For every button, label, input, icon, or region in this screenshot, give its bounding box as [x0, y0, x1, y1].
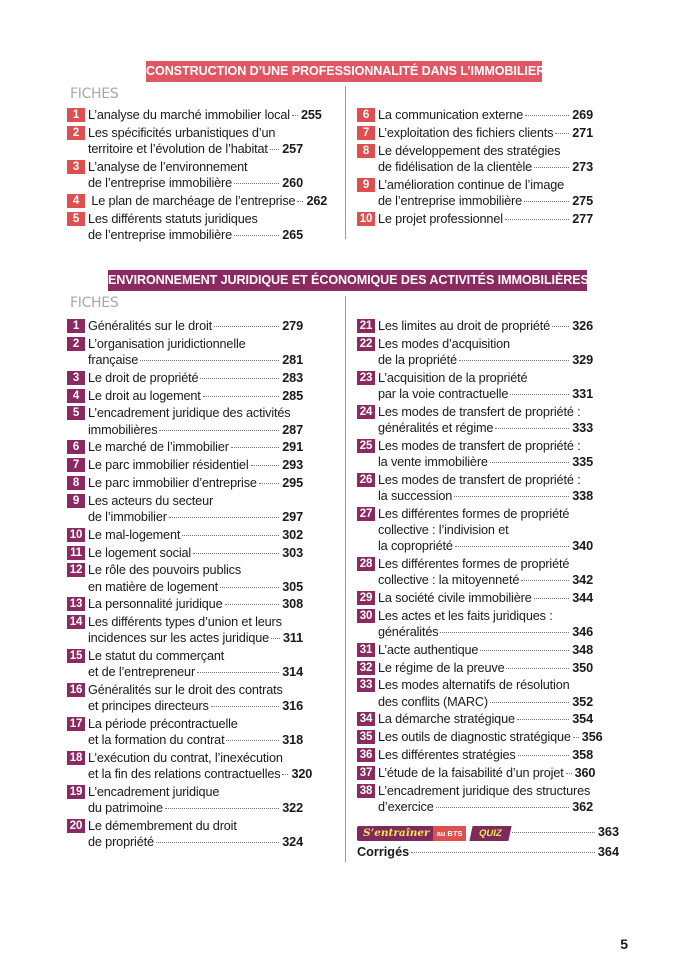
toc-entry[interactable] [67, 457, 303, 473]
toc-entry[interactable] [357, 747, 593, 763]
leader-dots [270, 149, 280, 150]
section2-banner [108, 270, 587, 291]
entry-number-badge: 30 [357, 609, 375, 623]
toc-entry[interactable] [357, 125, 593, 141]
entry-title-line: La démarche stratégique [378, 712, 515, 727]
page-ref: 344 [572, 591, 593, 605]
leader-dots [200, 378, 279, 379]
entry-number-badge: 26 [357, 473, 375, 487]
entry-title-line: Le démembrement du droit [88, 819, 237, 834]
leader-dots [490, 702, 569, 703]
leader-dots [234, 183, 279, 184]
leader-dots [159, 430, 279, 431]
entry-number-badge: 3 [67, 371, 85, 385]
entry-number-badge: 8 [67, 476, 85, 490]
toc-entry[interactable] [67, 716, 303, 748]
page-ref: 362 [572, 799, 593, 814]
toc-entry[interactable] [67, 527, 303, 543]
section1-title: CONSTRUCTION D’UNE PROFESSIONNALITÉ DANS L’IMMOBILIER [146, 64, 546, 78]
entry-number-badge: 19 [67, 785, 85, 799]
entry-title-line: de fidélisation de la clientèle [378, 159, 533, 174]
toc-entry[interactable] [67, 750, 313, 782]
entry-title-line: Le marché de l’immobilier [88, 440, 229, 455]
leader-dots [555, 133, 569, 134]
page-ref: 340 [572, 539, 593, 554]
page-ref: 316 [282, 699, 303, 714]
entry-number-badge: 6 [67, 440, 85, 454]
leader-dots [234, 235, 279, 236]
entry-title-line: et la formation du contrat [88, 733, 225, 748]
toc-entry[interactable] [67, 388, 303, 404]
entry-number-badge: 3 [67, 160, 85, 174]
page-ref: 295 [282, 476, 303, 490]
leader-dots [552, 326, 569, 327]
leader-dots [251, 465, 280, 466]
entry-number-badge: 10 [67, 528, 85, 542]
leader-dots [524, 201, 569, 202]
entry-number-badge: 5 [67, 406, 85, 420]
section1-banner [146, 61, 546, 82]
entry-title-line: et de l’entrepreneur [88, 665, 196, 680]
entry-number-badge: 1 [67, 108, 85, 122]
leader-dots [480, 650, 569, 651]
entry-title-line: immobilières [88, 422, 158, 437]
entry-title-line: Le parc immobilier résidentiel [88, 458, 249, 473]
entry-title-line: L’étude de la faisabilité d’un projet [378, 765, 564, 780]
entry-title-line: Le parc immobilier d’entreprise [88, 476, 257, 490]
entry-title-line: Le plan de marchéage de l’entreprise [88, 193, 296, 208]
entry-number-badge: 36 [357, 748, 375, 762]
entry-title-line: Les différents statuts juridiques [88, 211, 258, 226]
page-ref: 322 [282, 801, 303, 816]
entry-title-line: française [88, 353, 139, 367]
toc-entry[interactable] [357, 506, 593, 555]
page-ref: 348 [572, 642, 593, 657]
leader-dots [566, 773, 572, 774]
entry-title-line: Le régime de la preuve [378, 660, 505, 675]
page-ref: 356 [581, 730, 603, 745]
leader-dots [220, 587, 279, 588]
corriges-label: Corrigés [357, 845, 410, 859]
entry-number-badge: 20 [67, 819, 85, 833]
toc-entry[interactable] [67, 562, 303, 594]
toc-entry[interactable] [357, 404, 593, 436]
entry-title-line: Les modes de transfert de propriété : [378, 438, 581, 453]
toc-entry[interactable] [357, 318, 593, 334]
entry-title-line: L’encadrement juridique des structures [378, 783, 591, 798]
entry-title-line: L’analyse de l’environnement [88, 159, 248, 174]
entry-title-line: L’exploitation des fichiers clients [378, 125, 554, 140]
entry-number-badge: 33 [357, 678, 375, 692]
page-ref: 354 [572, 712, 593, 727]
page-number: 5 [620, 936, 628, 952]
leader-dots [518, 755, 570, 756]
leader-dots [459, 360, 569, 361]
entry-number-badge: 16 [67, 683, 85, 697]
leader-dots [156, 842, 279, 843]
entry-title-line: L’exécution du contrat, l’inexécution [88, 751, 283, 766]
entry-title-line: incidences sur les actes juridique [88, 631, 270, 646]
entry-title-line: Le statut du commerçant [88, 649, 225, 664]
leader-dots [282, 774, 288, 775]
page-ref: 271 [572, 125, 593, 140]
leader-dots [297, 201, 303, 202]
toc-entry[interactable] [67, 545, 303, 561]
entry-title-line: L’acte authentique [378, 642, 479, 657]
sentrainer-badge: S’entraîner [357, 826, 433, 841]
leader-dots [197, 672, 279, 673]
entrainer-row[interactable] [357, 824, 619, 841]
toc-entry[interactable] [67, 107, 322, 123]
page-ref: 279 [282, 319, 303, 333]
entry-number-badge: 1 [67, 319, 85, 333]
entry-number-badge: 32 [357, 661, 375, 675]
page-ref: 326 [572, 319, 593, 333]
page-ref: 350 [572, 660, 593, 675]
toc-entry[interactable] [67, 211, 303, 243]
page-ref: 303 [282, 545, 303, 560]
page-ref: 338 [572, 489, 593, 503]
entry-title-line: Les différentes formes de propriété [378, 557, 570, 571]
leader-dots [292, 115, 298, 116]
leader-dots [211, 706, 280, 707]
entry-title-line: Le logement social [88, 545, 192, 560]
entry-number-badge: 10 [357, 212, 375, 226]
leader-dots [226, 740, 279, 741]
entry-number-badge: 5 [67, 212, 85, 226]
toc-entry[interactable] [67, 125, 303, 157]
entry-title-line: Les spécificités urbanistiques d’un [88, 125, 276, 140]
entry-title-line: Le projet professionnel [378, 211, 503, 226]
toc-entry[interactable] [67, 318, 303, 334]
toc-entry[interactable] [357, 608, 593, 640]
leader-dots [506, 668, 569, 669]
entry-title-line: L’amélioration continue de l’image [378, 177, 565, 192]
leader-dots [214, 326, 279, 327]
leader-dots [165, 808, 279, 809]
entry-title-line: La société civile immobilière [378, 591, 532, 605]
toc-entry[interactable] [357, 590, 593, 606]
entry-title-line: La communication externe [378, 108, 524, 122]
entry-title-line: de l’entreprise immobilière [88, 227, 233, 242]
entry-title-line: de propriété [88, 835, 154, 850]
leader-dots [495, 428, 569, 429]
toc-entry[interactable] [67, 784, 303, 816]
toc-entry[interactable] [67, 475, 303, 491]
entry-number-badge: 29 [357, 591, 375, 605]
page-ref: 262 [306, 193, 328, 208]
toc-entry[interactable] [357, 556, 593, 588]
entry-title-line: par la voie contractuelle [378, 387, 509, 401]
entry-title-line: Le droit au logement [88, 388, 201, 403]
entry-title-line: L’organisation juridictionnelle [88, 336, 246, 351]
page-ref: 260 [282, 176, 303, 190]
page-ref: 308 [282, 597, 303, 612]
page-ref: 314 [282, 665, 303, 680]
page-ref: 335 [572, 455, 593, 469]
toc-entry[interactable] [67, 159, 303, 191]
leader-dots [490, 462, 569, 463]
entry-title-line: Le développement des stratégies [378, 143, 561, 158]
page-ref: 277 [572, 211, 593, 226]
page-ref: 331 [572, 387, 593, 401]
entrainer-badges [357, 826, 510, 841]
entry-title-line: Les limites au droit de propriété [378, 319, 551, 333]
page-ref: 358 [572, 748, 593, 762]
entry-title-line: la copropriété [378, 539, 453, 554]
entry-title-line: Généralités sur le droit des contrats [88, 683, 283, 698]
entry-title-line: Les acteurs du secteur [88, 493, 214, 508]
toc-entry[interactable] [357, 642, 593, 658]
leader-dots [534, 167, 569, 168]
entry-title-line: Les modes alternatifs de résolution [378, 678, 570, 693]
leader-dots [573, 737, 579, 738]
toc-entry[interactable] [357, 177, 593, 209]
page-ref: 346 [572, 625, 593, 639]
page-ref: 363 [597, 825, 619, 839]
toc-entry[interactable] [357, 472, 593, 504]
entry-title-line: Les différentes stratégies [378, 748, 516, 762]
page-ref: 360 [574, 765, 596, 780]
toc-entry[interactable] [67, 818, 303, 850]
toc-entry[interactable] [67, 682, 303, 714]
toc-entry[interactable] [357, 370, 593, 402]
page-ref: 265 [282, 227, 303, 242]
leader-dots [259, 483, 279, 484]
corriges-row[interactable] [357, 844, 619, 860]
entry-title-line: Les outils de diagnostic stratégique [378, 730, 571, 745]
toc-entry[interactable] [67, 405, 303, 437]
leader-dots [440, 632, 569, 633]
toc-entry[interactable] [357, 729, 603, 745]
entry-title-line: d’exercice [378, 799, 434, 814]
entry-title-line: de la propriété [378, 353, 457, 367]
entry-title-line: Les différentes formes de propriété [378, 506, 570, 521]
entry-title-line: en matière de logement [88, 579, 218, 594]
leader-dots [411, 852, 595, 853]
page-ref: 329 [572, 353, 593, 367]
toc-entry[interactable] [67, 370, 303, 386]
page-ref: 297 [282, 510, 303, 524]
entry-title-line: Les actes et les faits juridiques : [378, 608, 553, 623]
entry-title-line: de l’immobilier [88, 510, 167, 524]
toc-entry[interactable] [357, 107, 593, 123]
page-ref: 342 [572, 573, 593, 588]
leader-dots [525, 115, 569, 116]
entry-number-badge: 22 [357, 337, 375, 351]
page-ref: 285 [282, 388, 303, 403]
entry-title-line: L’acquisition de la propriété [378, 370, 528, 385]
entry-title-line: La personnalité juridique [88, 597, 223, 612]
entry-number-badge: 18 [67, 751, 85, 765]
page-ref: 283 [282, 370, 303, 385]
entry-title-line: la succession [378, 489, 453, 503]
leader-dots [193, 553, 279, 554]
entry-number-badge: 2 [67, 337, 85, 351]
entry-number-badge: 27 [357, 507, 375, 521]
section2-fiches-label: FICHES [70, 295, 119, 311]
entry-title-line: des conflits (MARC) [378, 694, 488, 709]
page-ref: 281 [282, 353, 303, 367]
toc-entry[interactable] [67, 439, 303, 455]
entry-number-badge: 28 [357, 557, 375, 571]
entry-number-badge: 23 [357, 371, 375, 385]
entry-title-line: Le mal-logement [88, 527, 181, 542]
leader-dots [225, 604, 280, 605]
entry-title-line: du patrimoine [88, 801, 163, 816]
entry-title-line: Les modes de transfert de propriété : [378, 472, 581, 487]
leader-dots [203, 396, 280, 397]
entry-title-line: collective : la mitoyenneté [378, 573, 520, 588]
entry-number-badge: 2 [67, 126, 85, 140]
entry-title-line: la vente immobilière [378, 455, 488, 469]
leader-dots [521, 580, 569, 581]
toc-entry[interactable] [67, 648, 303, 680]
leader-dots [454, 496, 569, 497]
toc-entry[interactable] [357, 783, 593, 815]
toc-entry[interactable] [67, 336, 303, 368]
toc-entry[interactable] [67, 596, 303, 612]
entry-number-badge: 9 [67, 494, 85, 508]
page-ref: 275 [572, 193, 593, 208]
page-ref: 352 [572, 694, 593, 709]
entry-title-line: Les modes d’acquisition [378, 336, 510, 351]
toc-entry[interactable] [357, 677, 593, 709]
leader-dots [505, 219, 569, 220]
toc-entry[interactable] [357, 143, 593, 175]
entry-number-badge: 21 [357, 319, 375, 333]
toc-entry[interactable] [357, 660, 593, 676]
entry-number-badge: 9 [357, 178, 375, 192]
page-ref: 255 [300, 108, 322, 122]
leader-dots [455, 546, 570, 547]
entry-title-line: Généralités sur le droit [88, 319, 213, 333]
quiz-badge: QUIZ [470, 826, 512, 841]
entry-number-badge: 6 [357, 108, 375, 122]
entry-number-badge: 13 [67, 597, 85, 611]
entry-number-badge: 12 [67, 563, 85, 577]
section2-title: ENVIRONNEMENT JURIDIQUE ET ÉCONOMIQUE DES ACTIVITÉS IMMOBILIÈRES [108, 273, 589, 287]
leader-dots [140, 360, 279, 361]
entry-number-badge: 4 [67, 194, 85, 208]
page-ref: 273 [572, 159, 593, 174]
entry-number-badge: 14 [67, 615, 85, 629]
section2-divider [345, 296, 346, 862]
entry-number-badge: 8 [357, 144, 375, 158]
entry-number-badge: 25 [357, 439, 375, 453]
entry-number-badge: 7 [67, 458, 85, 472]
toc-entry[interactable] [357, 765, 596, 781]
toc-entry[interactable] [357, 438, 593, 470]
toc-entry[interactable] [67, 614, 303, 646]
entry-number-badge: 4 [67, 389, 85, 403]
entry-number-badge: 24 [357, 405, 375, 419]
section1-divider [345, 86, 346, 239]
entry-number-badge: 34 [357, 712, 375, 726]
entry-number-badge: 17 [67, 717, 85, 731]
entry-title-line: L’encadrement juridique des activités [88, 406, 291, 421]
entry-number-badge: 35 [357, 730, 375, 744]
entry-title-line: généralités et régime [378, 421, 494, 435]
leader-dots [169, 517, 279, 518]
page-ref: 318 [282, 733, 303, 748]
leader-dots [534, 598, 570, 599]
entry-title-line: La période précontractuelle [88, 717, 238, 732]
au-bts-badge: au BTS [433, 826, 467, 841]
leader-dots [512, 832, 595, 833]
entry-title-line: Le droit de propriété [88, 370, 199, 385]
page-ref: 305 [282, 579, 303, 594]
entry-title-line: et la fin des relations contractuelles [88, 767, 281, 782]
toc-entry[interactable] [357, 211, 593, 227]
entry-number-badge: 11 [67, 546, 85, 560]
page-ref: 320 [291, 767, 313, 782]
entry-title-line: et principes directeurs [88, 699, 209, 714]
leader-dots [436, 807, 570, 808]
page-ref: 287 [282, 422, 303, 437]
page-ref: 333 [572, 421, 593, 435]
entry-title-line: L’analyse du marché immobilier local [88, 108, 290, 122]
leader-dots [182, 535, 279, 536]
page-ref: 324 [282, 835, 303, 850]
leader-dots [510, 394, 569, 395]
section1-fiches-label: FICHES [70, 86, 119, 102]
entry-number-badge: 31 [357, 643, 375, 657]
page-ref: 364 [597, 845, 619, 859]
page-ref: 311 [282, 631, 303, 646]
leader-dots [231, 447, 279, 448]
leader-dots [271, 638, 280, 639]
entry-title-line: Les modes de transfert de propriété : [378, 404, 581, 419]
toc-entry[interactable] [357, 336, 593, 368]
entry-number-badge: 37 [357, 766, 375, 780]
toc-entry[interactable] [67, 493, 303, 525]
entry-title-line: Les différents types d’union et leurs [88, 615, 282, 630]
entry-title-line: généralités [378, 625, 439, 639]
page-ref: 293 [282, 458, 303, 473]
entry-number-badge: 7 [357, 126, 375, 140]
page-ref: 269 [572, 108, 593, 122]
leader-dots [517, 719, 569, 720]
entry-title-line: de l’entreprise immobilière [378, 193, 523, 208]
page-ref: 291 [282, 440, 303, 455]
entry-title-line: collective : l’indivision et [378, 523, 509, 537]
toc-entry[interactable] [67, 193, 328, 209]
page-ref: 257 [282, 142, 303, 156]
entry-title-line: Le rôle des pouvoirs publics [88, 563, 242, 578]
toc-entry[interactable] [357, 711, 593, 727]
entry-title-line: territoire et l’évolution de l’habitat [88, 142, 268, 156]
entry-number-badge: 38 [357, 784, 375, 798]
entry-number-badge: 15 [67, 649, 85, 663]
page-ref: 302 [282, 527, 303, 542]
entry-title-line: de l’entreprise immobilière [88, 176, 233, 190]
entry-title-line: L’encadrement juridique [88, 785, 220, 800]
